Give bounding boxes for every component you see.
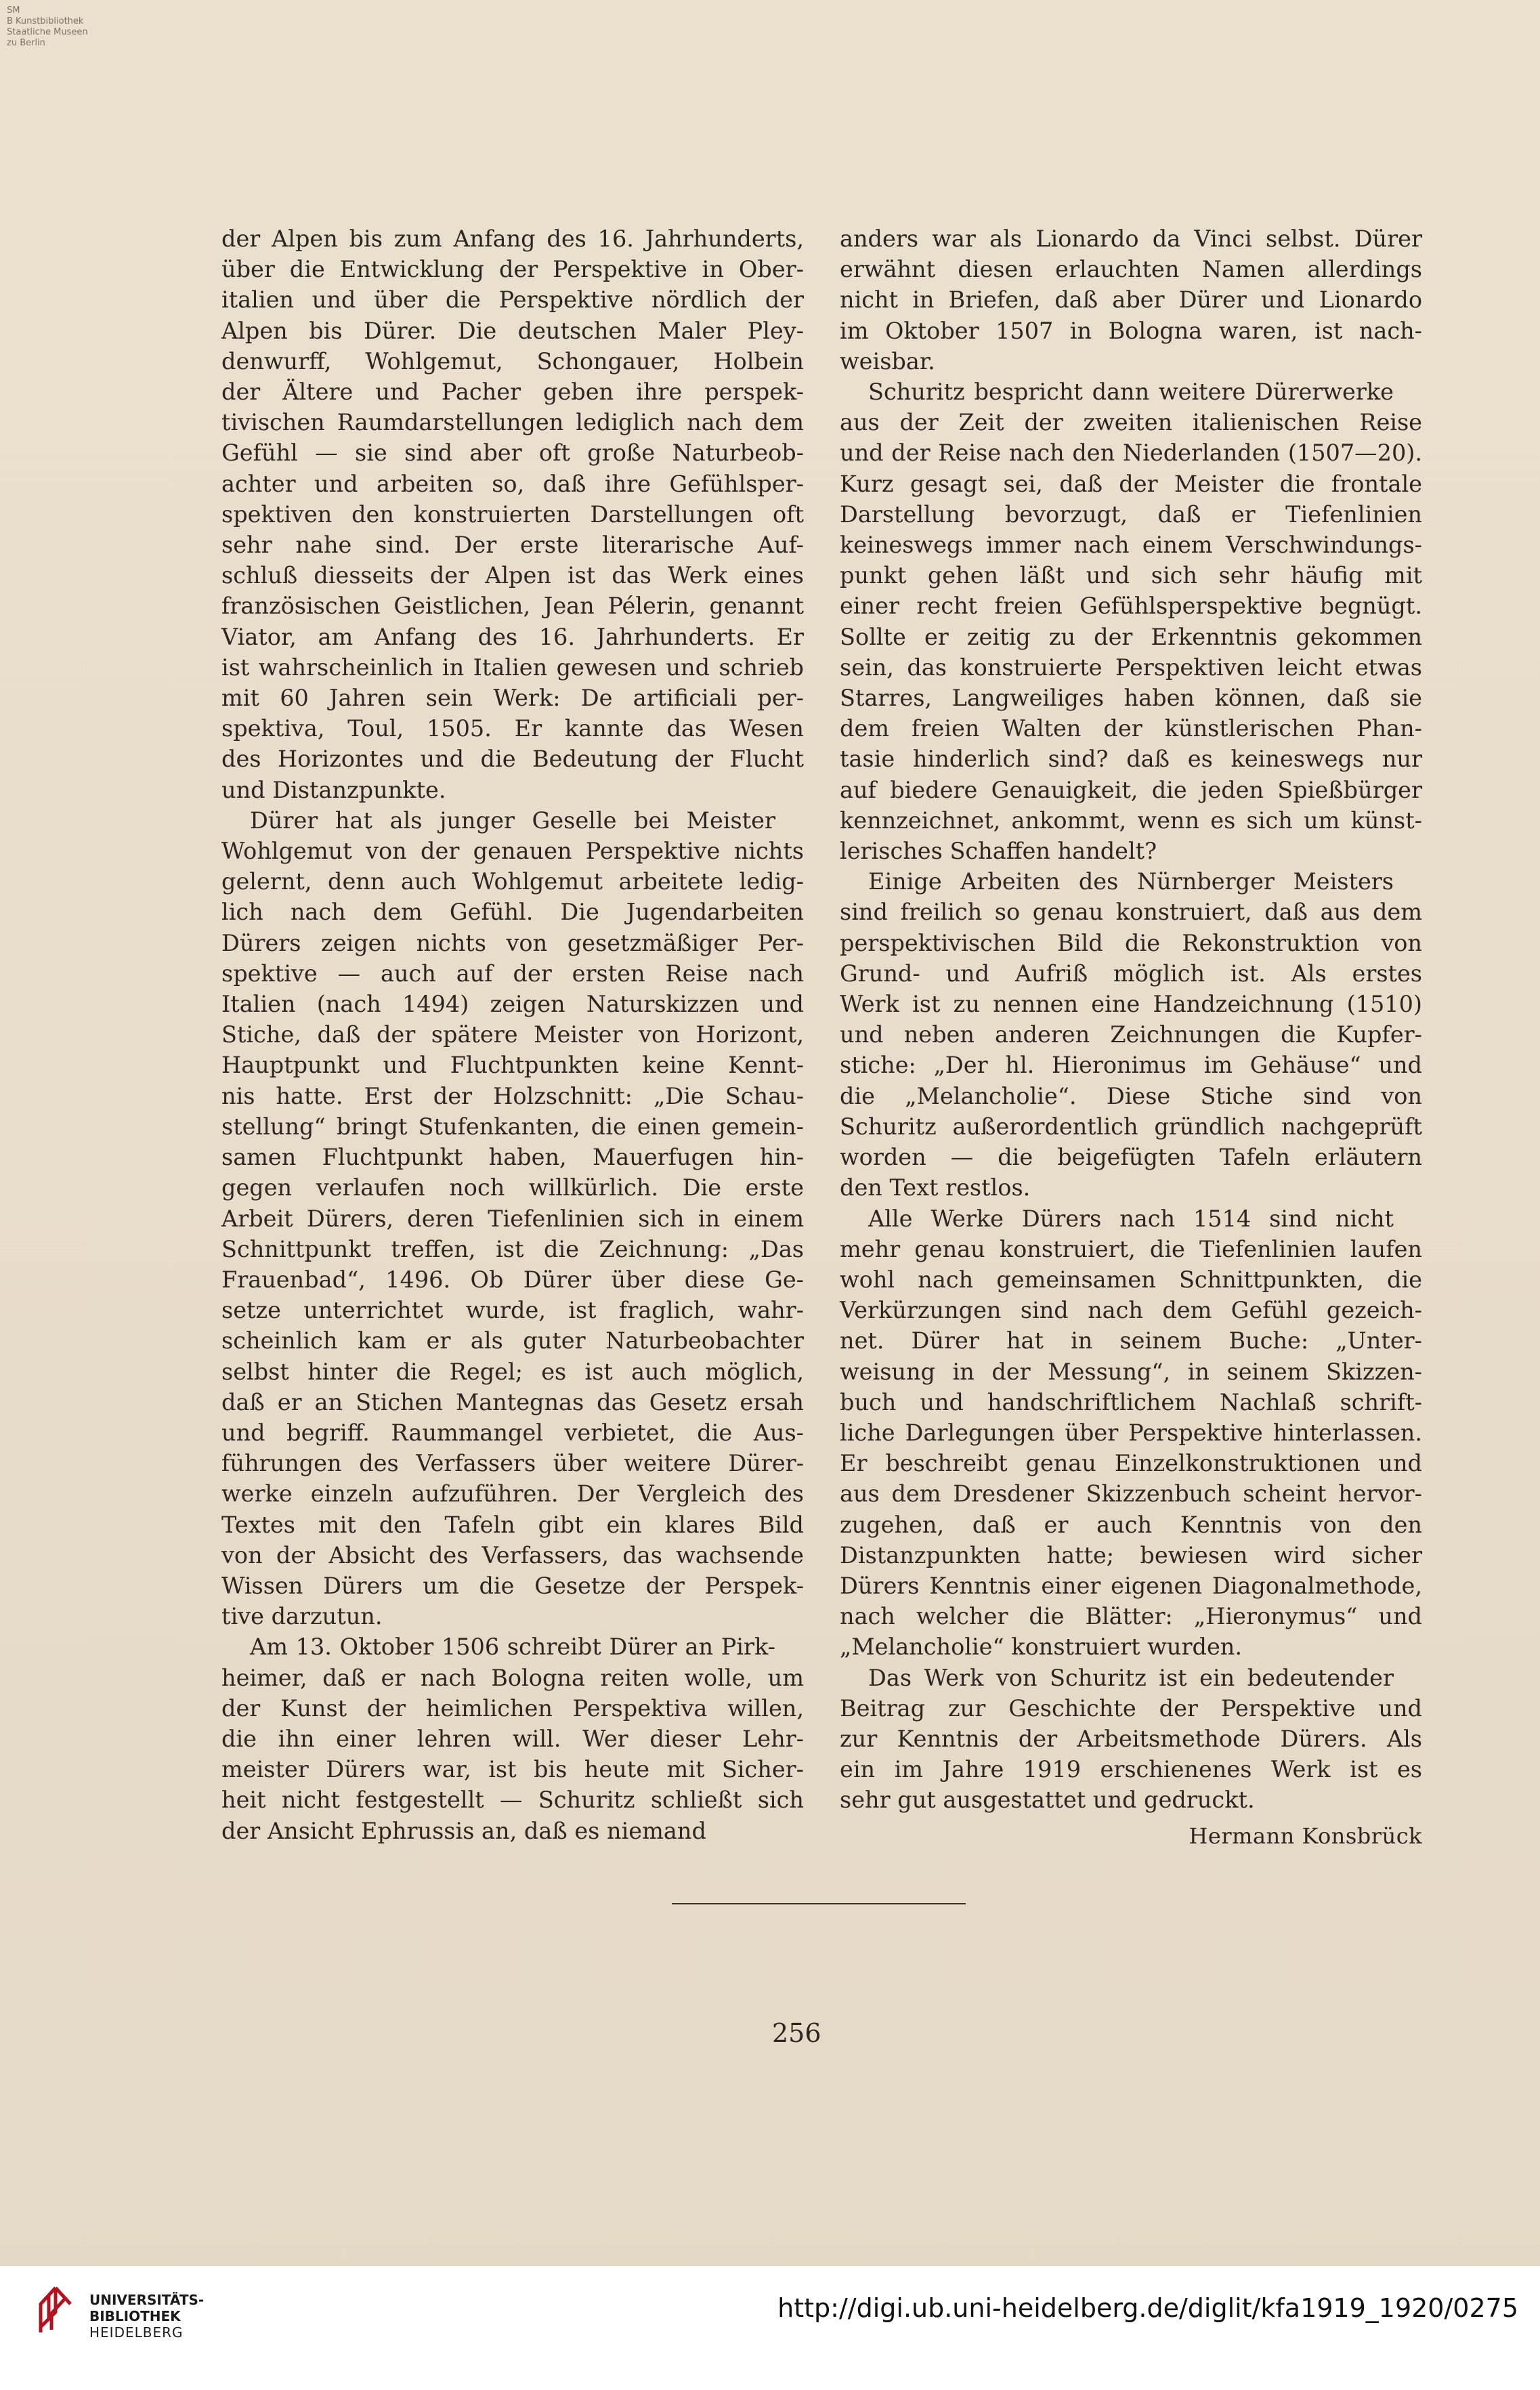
- stamp-line: B Kunstbibliothek: [7, 16, 84, 26]
- text-line: die ihn einer lehren will. Wer dieser Lehr-: [221, 1725, 804, 1752]
- text-line: Beitrag zur Geschichte der Perspektive und: [840, 1694, 1422, 1722]
- text-line: kennzeichnet, ankommt, wenn es sich um künst-: [840, 807, 1422, 834]
- text-line: gelernt, denn auch Wohlgemut arbeitete ledig-: [221, 868, 804, 895]
- end-rule: [672, 1903, 966, 1904]
- text-line: tasie hinderlich sind? daß es keineswegs nur: [840, 746, 1422, 773]
- text-line: keineswegs immer nach einem Verschwindungs-: [840, 532, 1422, 559]
- text-line: mehr genau konstruiert, die Tiefenlinien laufen: [840, 1235, 1422, 1262]
- text-line: Dürer hat als junger Geselle bei Meister: [250, 807, 775, 834]
- text-line: samen Fluchtpunkt haben, Mauerfugen hin-: [221, 1144, 804, 1171]
- library-stamp: [7, 5, 88, 49]
- paragraph: [221, 805, 804, 1631]
- text-line: Grund- und Aufriß möglich ist. Als erstes: [840, 960, 1422, 987]
- text-line: Schuritz bespricht dann weitere Dürerwerke: [868, 379, 1394, 406]
- text-line: punkt gehen läßt und sich sehr häufig mit: [840, 562, 1422, 589]
- paragraph: [840, 1663, 1422, 1816]
- text-line: nis hatte. Erst der Holzschnitt: „Die Schau-: [221, 1082, 804, 1109]
- text-line: Sollte er zeitig zu der Erkenntnis gekommen: [840, 623, 1422, 650]
- text-line: tive darzutun.: [221, 1603, 383, 1630]
- text-line: Dürers Kenntnis einer eigenen Diagonalmethode,: [840, 1572, 1422, 1599]
- text-line: erwähnt diesen erlauchten Namen allerdings: [840, 256, 1422, 283]
- page-number: 256: [772, 2018, 821, 2048]
- text-line: Starres, Langweiliges haben können, daß sie: [840, 685, 1422, 712]
- text-line: ist wahrscheinlich in Italien gewesen und schrieb: [221, 654, 804, 681]
- text-line: gegen verlaufen noch willkürlich. Die erste: [221, 1174, 804, 1201]
- digitization-footer: [0, 2266, 1540, 2390]
- text-line: schluß diesseits der Alpen ist das Werk eines: [221, 562, 804, 589]
- text-line: zur Kenntnis der Arbeitsmethode Dürers. Als: [840, 1725, 1422, 1752]
- text-line: Er beschreibt genau Einzelkonstruktionen und: [840, 1450, 1422, 1477]
- text-line: einer recht freien Gefühlsperspektive begnügt.: [840, 593, 1422, 620]
- text-line: Wohlgemut von der genauen Perspektive nichts: [221, 838, 804, 865]
- text-line: Gefühl — sie sind aber oft große Naturbeob-: [221, 440, 804, 467]
- library-name: [89, 2292, 204, 2341]
- text-line: und Distanzpunkte.: [221, 776, 446, 803]
- stamp-line: zu Berlin: [7, 38, 45, 48]
- text-line: daß er an Stichen Mantegnas das Gesetz ersah: [221, 1388, 804, 1415]
- text-line: der Ansicht Ephrussis an, daß es niemand: [221, 1817, 706, 1844]
- text-line: heit nicht festgestellt — Schuritz schließt sich: [221, 1787, 804, 1814]
- paragraph: [840, 377, 1422, 866]
- text-line: und der Reise nach den Niederlanden (1507—20).: [840, 440, 1422, 467]
- text-line: Stiche, daß der spätere Meister von Horizont,: [221, 1021, 804, 1048]
- text-line: Dürers zeigen nichts von gesetzmäßiger Per-: [221, 929, 804, 956]
- text-line: heimer, daß er nach Bologna reiten wolle, um: [221, 1664, 804, 1691]
- text-line: Einige Arbeiten des Nürnberger Meisters: [868, 868, 1394, 895]
- text-line: im Oktober 1507 in Bologna waren, ist nach-: [840, 317, 1422, 344]
- text-line: aus dem Dresdener Skizzenbuch scheint hervor-: [840, 1480, 1422, 1508]
- text-line: Textes mit den Tafeln gibt ein klares Bild: [221, 1511, 804, 1538]
- text-line: Hauptpunkt und Fluchtpunkten keine Kennt-: [221, 1052, 804, 1079]
- paragraph: [840, 223, 1422, 377]
- text-line: weisung in der Messung“, in seinem Skizzen-: [840, 1358, 1422, 1385]
- text-line: Das Werk von Schuritz ist ein bedeutender: [868, 1664, 1394, 1691]
- text-line: tivischen Raumdarstellungen lediglich nach dem: [221, 409, 804, 436]
- permalink-url[interactable]: http://digi.ub.uni-heidelberg.de/diglit/kfa1919_1920/0275: [777, 2293, 1518, 2323]
- text-line: net. Dürer hat in seinem Buche: „Unter-: [840, 1327, 1422, 1354]
- text-line: liche Darlegungen über Perspektive hinterlassen.: [840, 1419, 1422, 1446]
- text-line: anders war als Lionardo da Vinci selbst. Dürer: [840, 226, 1422, 252]
- text-line: aus der Zeit der zweiten italienischen Reise: [840, 409, 1422, 436]
- text-line: über die Entwicklung der Perspektive in Ober-: [221, 256, 804, 283]
- text-line: achter und arbeiten so, daß ihre Gefühlsper-: [221, 470, 804, 497]
- author-signature: Hermann Konsbrück: [1189, 1822, 1422, 1849]
- text-line: Kurz gesagt sei, daß der Meister die frontale: [840, 470, 1422, 497]
- text-line: buch und handschriftlichem Nachlaß schrift-: [840, 1388, 1422, 1415]
- text-line: ein im Jahre 1919 erschienenes Werk ist es: [840, 1756, 1422, 1783]
- right-text-column: [840, 223, 1422, 1852]
- text-line: weisbar.: [840, 347, 935, 375]
- text-line: lerisches Schaffen handelt?: [840, 838, 1157, 865]
- text-line: Verkürzungen sind nach dem Gefühl gezeich-: [840, 1297, 1422, 1324]
- text-line: italien und über die Perspektive nördlich der: [221, 286, 804, 314]
- text-line: dem freien Walten der künstlerischen Phan-: [840, 715, 1422, 742]
- text-line: nicht in Briefen, daß aber Dürer und Lionardo: [840, 286, 1422, 314]
- text-line: Alle Werke Dürers nach 1514 sind nicht: [868, 1205, 1394, 1232]
- text-line: auf biedere Genauigkeit, die jeden Spießbürger: [840, 776, 1422, 803]
- library-name-line: BIBLIOTHEK: [89, 2308, 181, 2324]
- text-line: nach welcher die Blätter: „Hieronymus“ und: [840, 1603, 1422, 1630]
- text-line: spektive — auch auf der ersten Reise nach: [221, 960, 804, 987]
- paragraph: [840, 1203, 1422, 1663]
- paragraph: [840, 866, 1422, 1203]
- text-line: perspektivischen Bild die Rekonstruktion von: [840, 929, 1422, 956]
- text-line: Schnittpunkt treffen, ist die Zeichnung: „Das: [221, 1235, 804, 1262]
- text-line: der Ältere und Pacher geben ihre perspek-: [221, 379, 804, 406]
- text-line: von der Absicht des Verfassers, das wachsende: [221, 1541, 804, 1569]
- text-line: der Alpen bis zum Anfang des 16. Jahrhunderts,: [221, 226, 804, 252]
- text-line: Arbeit Dürers, deren Tiefenlinien sich in einem: [221, 1205, 804, 1232]
- text-line: Werk ist zu nennen eine Handzeichnung (1510): [840, 991, 1422, 1018]
- paragraph: [221, 1631, 804, 1845]
- university-library-logo-icon: [35, 2285, 79, 2335]
- paragraph: [221, 223, 804, 805]
- text-line: Italien (nach 1494) zeigen Naturskizzen und: [221, 991, 804, 1018]
- stamp-line: Staatliche Museen: [7, 27, 88, 37]
- text-line: sein, das konstruierte Perspektiven leicht etwas: [840, 654, 1422, 681]
- text-line: spektiva, Toul, 1505. Er kannte das Wesen: [221, 715, 804, 742]
- text-line: stellung“ bringt Stufenkanten, die einen gemein-: [221, 1113, 804, 1140]
- text-line: lich nach dem Gefühl. Die Jugendarbeiten: [221, 899, 804, 926]
- text-line: spektiven den konstruierten Darstellungen oft: [221, 500, 804, 528]
- text-line: den Text restlos.: [840, 1174, 1031, 1201]
- text-line: setze unterrichtet wurde, ist fraglich, wahr-: [221, 1297, 804, 1324]
- text-line: Distanzpunkten hatte; bewiesen wird sicher: [840, 1541, 1422, 1569]
- stamp-line: SM: [7, 5, 20, 16]
- text-line: Am 13. Oktober 1506 schreibt Dürer an Pirk-: [250, 1634, 775, 1661]
- text-line: Frauenbad“, 1496. Ob Dürer über diese Ge-: [221, 1266, 804, 1293]
- left-text-column: [221, 223, 804, 1846]
- text-line: selbst hinter die Regel; es ist auch möglich,: [221, 1358, 804, 1385]
- text-line: des Horizontes und die Bedeutung der Flucht: [221, 746, 804, 773]
- text-line: und neben anderen Zeichnungen die Kupfer-: [840, 1021, 1422, 1048]
- text-line: Viator, am Anfang des 16. Jahrhunderts. Er: [221, 623, 804, 650]
- text-line: französischen Geistlichen, Jean Pélerin, genannt: [221, 593, 804, 620]
- text-line: der Kunst der heimlichen Perspektiva willen,: [221, 1694, 804, 1722]
- text-line: mit 60 Jahren sein Werk: De artificiali per-: [221, 685, 804, 712]
- text-line: Alpen bis Dürer. Die deutschen Maler Pley-: [221, 317, 804, 344]
- text-line: Darstellung bevorzugt, daß er Tiefenlinien: [840, 500, 1422, 528]
- text-line: sehr nahe sind. Der erste literarische Auf-: [221, 532, 804, 559]
- library-name-line: UNIVERSITÄTS-: [89, 2292, 205, 2308]
- text-line: stiche: „Der hl. Hieronimus im Gehäuse“ und: [840, 1052, 1422, 1079]
- text-line: zugehen, daß er auch Kenntnis von den: [840, 1511, 1422, 1538]
- text-line: „Melancholie“ konstruiert wurden.: [840, 1634, 1242, 1661]
- text-line: wohl nach gemeinsamen Schnittpunkten, die: [840, 1266, 1422, 1293]
- text-line: werke einzeln aufzuführen. Der Vergleich des: [221, 1480, 804, 1508]
- text-line: und begriff. Raummangel verbietet, die Aus-: [221, 1419, 804, 1446]
- text-line: sehr gut ausgestattet und gedruckt.: [840, 1787, 1255, 1814]
- text-line: denwurff, Wohlgemut, Schongauer, Holbein: [221, 347, 804, 375]
- text-line: führungen des Verfassers über weitere Dürer-: [221, 1450, 804, 1477]
- text-line: Schuritz außerordentlich gründlich nachgeprüft: [840, 1113, 1422, 1140]
- text-line: worden — die beigefügten Tafeln erläutern: [840, 1144, 1422, 1171]
- text-line: Wissen Dürers um die Gesetze der Perspek-: [221, 1572, 804, 1599]
- library-name-line: HEIDELBERG: [89, 2324, 184, 2341]
- text-line: scheinlich kam er als guter Naturbeobachter: [221, 1327, 804, 1354]
- text-line: die „Melancholie“. Diese Stiche sind von: [840, 1082, 1422, 1109]
- text-line: meister Dürers war, ist bis heute mit Sicher-: [221, 1756, 804, 1783]
- text-line: sind freilich so genau konstruiert, daß aus dem: [840, 899, 1422, 926]
